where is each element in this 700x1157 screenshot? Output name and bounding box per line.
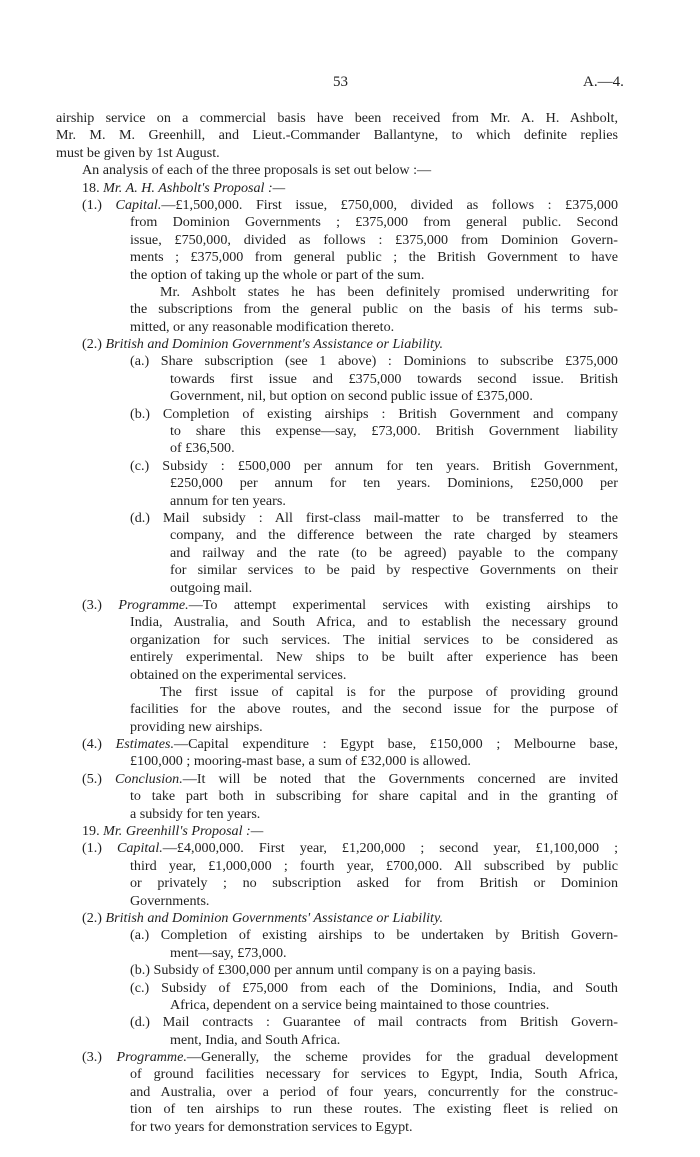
line-text: a subsidy for ten years.	[130, 805, 261, 822]
line-text: Mail subsidy : All first-class mail-matter to be transferred to the	[162, 509, 618, 526]
line-continuation: —£1,500,000. First issue, £750,000, divided as follows : £375,000	[161, 196, 618, 213]
text-line	[56, 440, 618, 457]
line-label: (d.)	[130, 509, 163, 526]
line-label: (c.)	[130, 457, 163, 474]
line-text: Capital.	[115, 196, 162, 213]
line-text: must be given by 1st August.	[56, 144, 220, 161]
line-label: (2.)	[82, 336, 106, 353]
line-text: Mr. A. H. Ashbolt's Proposal :—	[103, 179, 286, 196]
line-text: Subsidy : £500,000 per annum for ten years. British Government,	[162, 457, 618, 474]
line-label: (5.)	[82, 770, 116, 787]
text-line	[56, 927, 618, 944]
line-label: (2.)	[82, 909, 106, 926]
line-continuation: —£4,000,000. First year, £1,200,000 ; second year, £1,100,000 ;	[162, 840, 618, 857]
text-line	[56, 858, 618, 875]
text-line	[56, 353, 618, 370]
line-text: issue, £750,000, divided as follows : £375,000 from Dominion Govern-	[130, 231, 618, 248]
text-line	[56, 753, 618, 770]
line-text: Estimates.	[115, 736, 174, 753]
text-line	[56, 580, 618, 597]
text-line	[56, 371, 618, 388]
line-label: (b.)	[130, 962, 154, 979]
text-line	[56, 145, 618, 162]
text-line	[56, 632, 618, 649]
line-text: Africa, dependent on a service being maintained to those countries.	[170, 996, 550, 1013]
line-continuation: —Capital expenditure : Egypt base, £150,000 ; Melbourne base,	[173, 736, 618, 753]
text-line	[56, 771, 618, 788]
line-text: for two years for demonstration services to Egypt.	[130, 1118, 413, 1135]
text-line	[56, 562, 618, 579]
line-text: of ground facilities necessary for services to Egypt, India, South Africa,	[130, 1066, 618, 1083]
line-label: (3.)	[82, 596, 119, 613]
line-text: organization for such services. The initial services to be considered as	[130, 631, 618, 648]
text-line	[56, 110, 618, 127]
line-text: for similar services to be paid by respective Governments on their	[170, 562, 618, 579]
line-text: £250,000 per annum for ten years. Dominions, £250,000 per	[170, 475, 618, 492]
text-line	[56, 823, 618, 840]
text-line	[56, 1014, 618, 1031]
line-text: Capital.	[116, 840, 163, 857]
text-line	[56, 527, 618, 544]
line-text: Mr. M. M. Greenhill, and Lieut.-Commander Ballantyne, to which definite replies	[56, 127, 618, 144]
text-line	[56, 719, 618, 736]
document-body	[56, 110, 618, 1136]
text-line	[56, 197, 618, 214]
text-line	[56, 232, 618, 249]
line-text: providing new airships.	[130, 718, 263, 735]
text-line	[56, 962, 618, 979]
line-text: airship service on a commercial basis have been received from Mr. A. H. Ashbolt,	[56, 110, 618, 126]
line-text: An analysis of each of the three proposals is set out below :—	[82, 162, 432, 179]
text-line	[56, 701, 618, 718]
line-label: (c.)	[130, 979, 162, 996]
line-text: outgoing mail.	[170, 579, 253, 596]
line-text: Completion of existing airships : British Government and company	[162, 405, 618, 422]
line-continuation: —Generally, the scheme provides for the gradual development	[186, 1049, 618, 1066]
line-text: British and Dominion Governments' Assistance or Liability.	[105, 909, 443, 926]
text-line	[56, 388, 618, 405]
line-text: facilities for the above routes, and the second issue for the purpose of	[130, 701, 618, 718]
text-line	[56, 180, 618, 197]
text-line	[56, 875, 618, 892]
line-text: of £36,500.	[170, 440, 235, 457]
line-label: (b.)	[130, 405, 163, 422]
text-line	[56, 249, 618, 266]
line-text: Subsidy of £75,000 from each of the Dominions, India, and South	[161, 979, 618, 996]
line-text: Share subscription (see 1 above) : Dominions to subscribe £375,000	[160, 353, 618, 370]
text-line	[56, 980, 618, 997]
line-text: £100,000 ; mooring-mast base, a sum of £32,000 is allowed.	[130, 753, 471, 770]
text-line	[56, 667, 618, 684]
text-line	[56, 945, 618, 962]
text-line	[56, 406, 618, 423]
line-text: ment—say, £73,000.	[170, 944, 287, 961]
line-label: (3.)	[82, 1049, 117, 1066]
text-line	[56, 1032, 618, 1049]
line-text: Conclusion.	[115, 770, 183, 787]
text-line	[56, 684, 618, 701]
line-text: or privately ; no subscription asked for from British or Dominion	[130, 875, 618, 892]
line-text: company, and the difference between the rate charged by steamers	[170, 527, 618, 544]
line-text: annum for ten years.	[170, 492, 286, 509]
line-label: 19.	[82, 823, 104, 840]
text-line	[56, 649, 618, 666]
text-line	[56, 214, 618, 231]
text-line	[56, 319, 618, 336]
text-line	[56, 736, 618, 753]
text-line	[56, 301, 618, 318]
text-line	[56, 1119, 618, 1136]
line-text: obtained on the experimental services.	[130, 666, 347, 683]
line-text: Governments.	[130, 892, 210, 909]
text-line	[56, 336, 618, 353]
line-text: Subsidy of £300,000 per annum until company is on a paying basis.	[153, 962, 536, 979]
text-line	[56, 788, 618, 805]
text-line	[56, 997, 618, 1014]
line-label: 18.	[82, 179, 104, 196]
text-line	[56, 614, 618, 631]
text-line	[56, 475, 618, 492]
line-text: and railway and the rate (to be agreed) payable to the company	[170, 544, 618, 561]
text-line	[56, 1049, 618, 1066]
line-text: Completion of existing airships to be undertaken by British Govern-	[160, 927, 618, 944]
text-line	[56, 1066, 618, 1083]
line-text: to share this expense—say, £73,000. British Government liability	[170, 423, 618, 440]
line-text: Government, nil, but option on second public issue of £375,000.	[170, 388, 533, 405]
text-line	[56, 510, 618, 527]
line-text: British and Dominion Government's Assistance or Liability.	[105, 336, 443, 353]
text-line	[56, 910, 618, 927]
line-text: from Dominion Governments ; £375,000 from general public. Second	[130, 214, 618, 231]
line-text: Programme.	[118, 596, 189, 613]
line-continuation: —It will be noted that the Governments concerned are invited	[182, 770, 618, 787]
text-line	[56, 806, 618, 823]
line-label: (a.)	[130, 353, 161, 370]
line-text: mitted, or any reasonable modification thereto.	[130, 318, 395, 335]
line-text: Mail contracts : Guarantee of mail contracts from British Govern-	[162, 1014, 618, 1031]
text-line	[56, 162, 618, 179]
line-label: (1.)	[82, 196, 116, 213]
line-text: to take part both in subscribing for share capital and in the granting of	[130, 788, 618, 805]
line-text: towards first issue and £375,000 towards second issue. British	[170, 370, 618, 387]
text-line	[56, 1101, 618, 1118]
line-text: India, Australia, and South Africa, and to establish the necessary ground	[130, 614, 618, 631]
line-text: The first issue of capital is for the purpose of providing ground	[160, 683, 618, 700]
line-text: ments ; £375,000 from general public ; the British Government to have	[130, 249, 618, 266]
line-text: Mr. Ashbolt states he has been definitely promised underwriting for	[160, 283, 618, 300]
line-text: ment, India, and South Africa.	[170, 1031, 341, 1048]
page-number: 53	[333, 74, 348, 90]
line-text: entirely experimental. New ships to be built after experience has been	[130, 649, 618, 666]
line-text: tion of ten airships to run these routes. The existing fleet is relied on	[130, 1101, 618, 1118]
line-label: (d.)	[130, 1014, 163, 1031]
line-continuation: —To attempt experimental services with existing airships to	[188, 596, 618, 613]
line-label: (1.)	[82, 840, 117, 857]
text-line	[56, 493, 618, 510]
line-text: Programme.	[116, 1049, 187, 1066]
text-line	[56, 423, 618, 440]
text-line	[56, 597, 618, 614]
line-text: the option of taking up the whole or part of the sum.	[130, 266, 425, 283]
text-line	[56, 545, 618, 562]
document-reference: A.—4.	[583, 74, 624, 90]
text-line	[56, 893, 618, 910]
line-text: Mr. Greenhill's Proposal :—	[103, 823, 264, 840]
line-text: third year, £1,000,000 ; fourth year, £700,000. All subscribed by public	[130, 857, 618, 874]
text-line	[56, 267, 618, 284]
text-line	[56, 127, 618, 144]
line-label: (a.)	[130, 927, 161, 944]
line-text: the subscriptions from the general public on the basis of his terms sub-	[130, 301, 618, 318]
text-line	[56, 458, 618, 475]
text-line	[56, 284, 618, 301]
text-line	[56, 1084, 618, 1101]
line-text: and Australia, over a period of four years, concurrently for the construc-	[130, 1083, 618, 1100]
line-label: (4.)	[82, 736, 116, 753]
text-line	[56, 840, 618, 857]
